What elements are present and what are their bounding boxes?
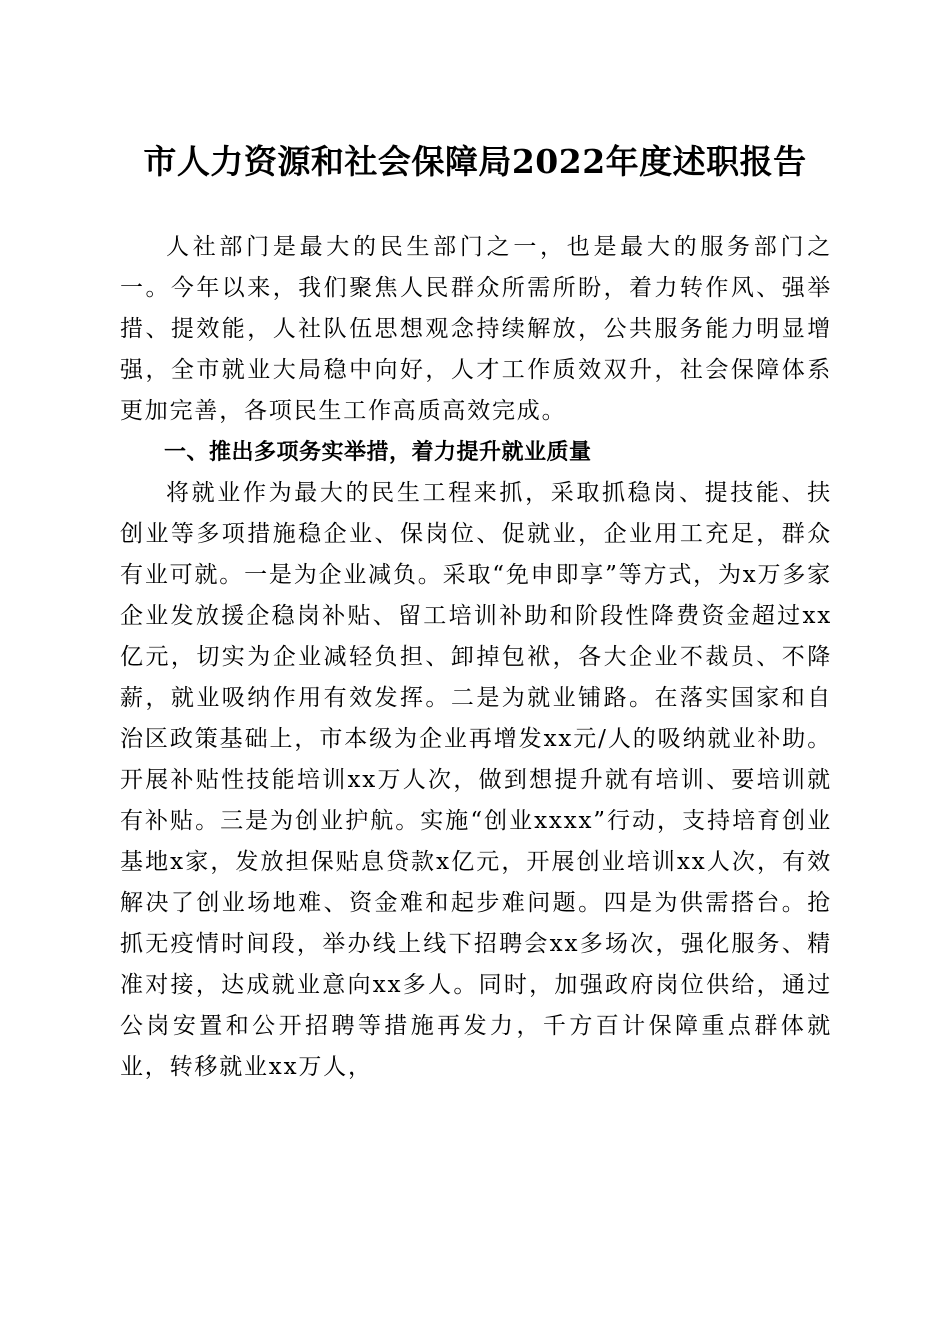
document-body	[120, 227, 832, 1088]
section-heading: 一、推出多项务实举措，着力提升就业质量	[164, 440, 592, 465]
section-paragraph: 将就业作为最大的民生工程来抓，采取抓稳岗、提技能、扶创业等多项措施稳企业、保岗位、促就业，企业用工充足，群众有业可就。一是为企业减负。采取“免申即享”等方式，为x万多家企业发放援企稳岗补贴、留工培训补助和阶段性降费资金超过xx亿元，切实为企业减轻负担、卸掉包袱，各大企业不裁员、不降薪，就业吸纳作用有效发挥。二是为就业铺路。在落实国家和自治区政策基础上，市本级为企业再增发xx元/人的吸纳就业补助。开展补贴性技能培训xx万人次，做到想提升就有培训、要培训就有补贴。三是为创业护航。实施“创业xxxx”行动，支持培育创业基地x家，发放担保贴息贷款x亿元，开展创业培训xx人次，有效解决了创业场地难、资金难和起步难问题。四是为供需搭台。抢抓无疫情时间段，举办线上线下招聘会xx多场次，强化服务、精准对接，达成就业意向xx多人。同时，加强政府岗位供给，通过公岗安置和公开招聘等措施再发力，千方百计保障重点群体就业，转移就业xx万人，	[120, 480, 832, 1080]
intro-paragraph: 人社部门是最大的民生部门之一，也是最大的服务部门之一。今年以来，我们聚焦人民群众所需所盼，着力转作风、强举措、提效能，人社队伍思想观念持续解放，公共服务能力明显增强，全市就业大局稳中向好，人才工作质效双升，社会保障体系更加完善，各项民生工作高质高效完成。	[120, 234, 832, 424]
document-title: 市人力资源和社会保障局2022年度述职报告	[143, 142, 807, 181]
